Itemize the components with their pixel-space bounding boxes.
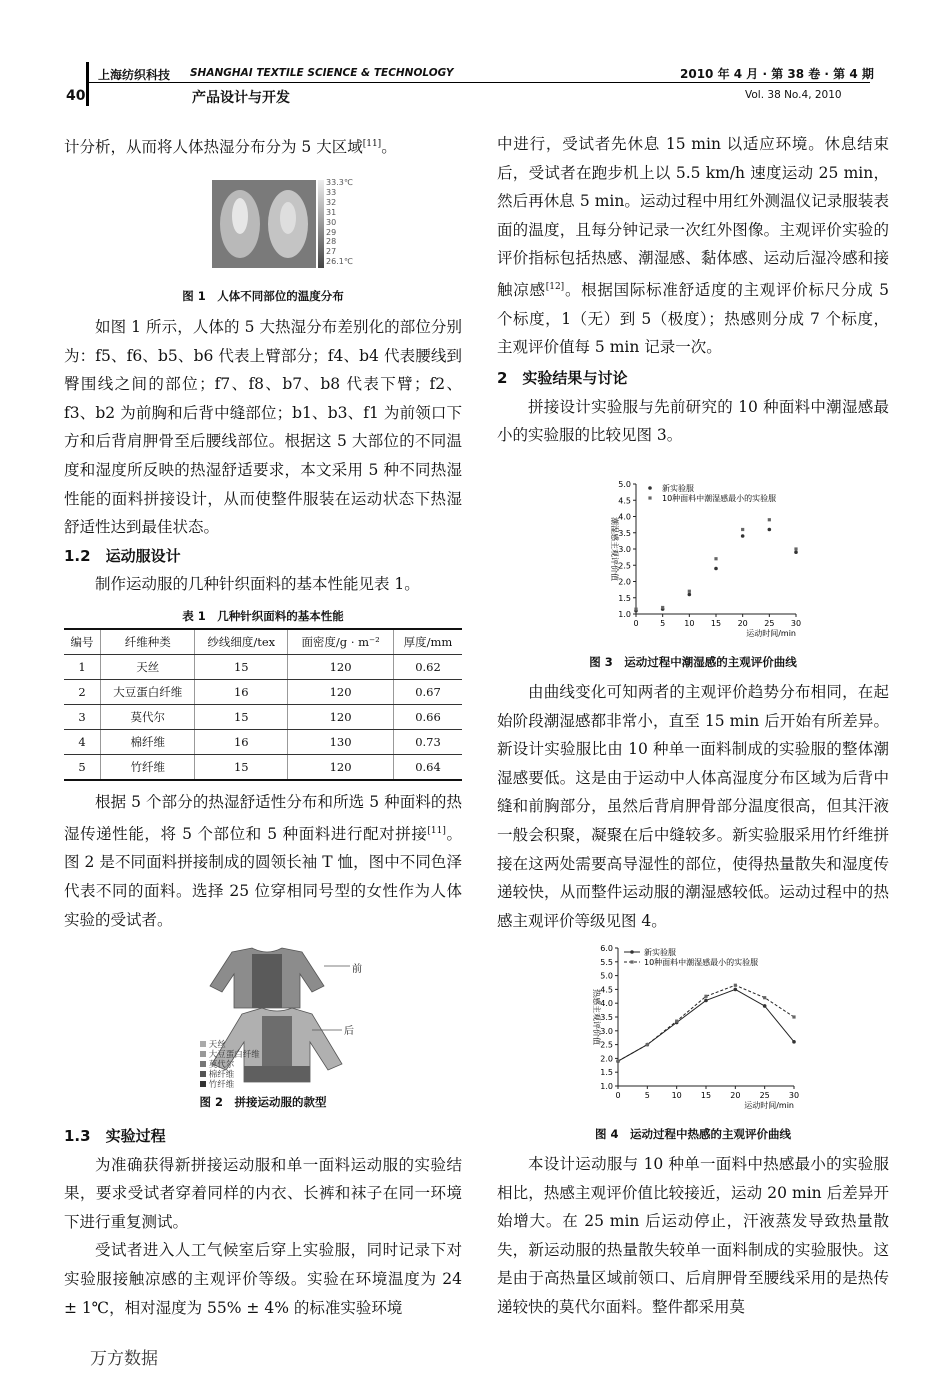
cell: 莫代尔 [101, 705, 195, 730]
th-count: 纱线细度/tex [195, 629, 288, 655]
figure-1-scale [326, 178, 366, 267]
cell: 棉纤维 [101, 730, 195, 755]
figure-4-chart [570, 942, 820, 1118]
data-point [794, 550, 798, 554]
x-tick-label: 15 [700, 1091, 712, 1100]
cell: 120 [288, 755, 394, 781]
figure-2-legend [200, 1040, 260, 1090]
left-col-top [64, 130, 462, 162]
data-point [741, 534, 745, 538]
cell: 4 [64, 730, 101, 755]
cell: 竹纤维 [101, 755, 195, 781]
cell: 0.64 [394, 755, 463, 781]
data-point [792, 1015, 795, 1018]
th-id: 编号 [64, 629, 101, 655]
data-point [741, 528, 744, 531]
x-tick-label: 10 [684, 619, 695, 628]
scale-label: 30 [326, 217, 337, 227]
data-point [714, 557, 717, 560]
cell: 16 [195, 680, 288, 705]
watermark: 万方数据 [90, 1349, 158, 1369]
y-tick-label: 4.0 [600, 999, 613, 1009]
cell: 天丝 [101, 655, 195, 680]
cell: 15 [195, 705, 288, 730]
x-tick-label: 25 [759, 1091, 770, 1100]
x-tick-label: 30 [788, 1091, 800, 1100]
x-tick-label: 0 [633, 619, 639, 628]
paragraph: 计分析，从而将人体热湿分布分为 5 大区域[11]。 [64, 138, 397, 157]
data-point [704, 999, 708, 1003]
thermal-image [212, 176, 342, 272]
figure-1-thermal [212, 176, 342, 272]
x-tick-label: 20 [730, 1091, 741, 1100]
x-tick-label: 5 [644, 1091, 650, 1100]
data-point [768, 528, 772, 532]
figure-4-caption: 图 4 运动过程中热感的主观评价曲线 [594, 1127, 791, 1141]
figure-3-chart [590, 478, 820, 640]
y-tick-label: 3.0 [600, 1026, 613, 1036]
left-col-body-1 [64, 313, 462, 599]
volume-en: Vol. 38 No.4, 2010 [745, 89, 842, 101]
cell: 1 [64, 655, 101, 680]
legend-label: 10种面料中潮湿感最小的实验服 [644, 958, 759, 967]
x-tick-label: 10 [671, 1091, 682, 1100]
table-header-row [64, 629, 462, 655]
table-row [64, 680, 462, 705]
y-tick-label: 2.0 [600, 1054, 613, 1064]
table-row [64, 755, 462, 781]
paragraph: 本设计运动服与 10 种单一面料中热感最小的实验服相比，热感主观评价值比较接近，运动 20 min 后差异开始增大。在 25 min 后运动停止，汗液蒸发导致热量散失，新运动服的热量散失较单一面料制成的实验服快。这是由于高热量区域前领口、后肩胛骨至腰线采用的是热传递较快的莫代尔面料。整件都采用莫 [497, 1155, 889, 1316]
cell: 120 [288, 655, 394, 680]
paragraph: 根据 5 个部分的热湿舒适性分布和所选 5 种面料的热湿传递性能，将 5 个部位和 5 种面料进行配对拼接[11]。图 2 是不同面料拼接制成的圆领长袖 T 恤，图中不同色泽代表不同的面料。选择 25 位穿相同号型的女性作为人体实验的受试者。 [64, 793, 462, 929]
cell: 3 [64, 705, 101, 730]
cell: 0.62 [394, 655, 463, 680]
data-point [646, 1043, 649, 1046]
table-row [64, 655, 462, 680]
scale-label: 27 [326, 247, 337, 257]
cell: 0.66 [394, 705, 463, 730]
legend-item: 天丝 [200, 1040, 260, 1050]
scale-label: 26.1℃ [326, 257, 353, 267]
paragraph: 拼接设计实验服与先前研究的 10 种面料中潮湿感最小的实验服的比较见图 3。 [497, 397, 889, 445]
paragraph: 由曲线变化可知两者的主观评价趋势分布相同，在起始阶段潮湿感都非常小，直至 15 min 后开始有所差异。新设计实验服比由 10 种单一面料制成的实验服的整体潮湿感要低。这是由于运动中人体高湿度分布区域为后背中缝和前胸部分，虽然后背肩胛骨部分温度很高，但其汗液一般会积聚，凝聚在后中缝较多。新实验服采用竹纤维拼接在这两处需要高导湿性的部位，使得热量散失和湿度传递较快，从而整件运动服的潮湿感较低。运动过程中的热感主观评价等级见图 4。 [497, 683, 889, 930]
y-tick-label: 2.0 [618, 577, 631, 587]
paragraph: 受试者进入人工气候室后穿上实验服，同时记录下对实验服接触凉感的主观评价等级。实验在环境温度为 24 ± 1℃，相对湿度为 55% ± 4% 的标准实验环境 [64, 1241, 462, 1317]
y-axis-label: 热感主观评价值 [592, 989, 601, 1045]
right-col-top [497, 130, 889, 450]
data-point [794, 547, 797, 550]
y-tick-label: 3.0 [618, 545, 631, 554]
data-point [734, 988, 738, 992]
x-axis-label: 运动时间/min [746, 629, 796, 638]
data-point [714, 567, 718, 571]
y-tick-label: 4.5 [618, 496, 631, 506]
issue-info: 2010 年 4 月 · 第 38 卷 · 第 4 期 [680, 67, 874, 81]
x-tick-label: 0 [615, 1091, 621, 1100]
legend-marker [630, 950, 634, 954]
th-density: 面密度/g · m⁻² [288, 629, 394, 655]
y-tick-label: 5.0 [600, 971, 613, 981]
left-col-body-2 [64, 788, 462, 934]
data-point [768, 518, 771, 521]
fig2-label-back: 后 [344, 1026, 354, 1037]
x-tick-label: 25 [764, 619, 775, 628]
header-rule-top [86, 82, 870, 83]
x-axis-label: 运动时间/min [744, 1101, 794, 1110]
x-tick-label: 5 [660, 619, 666, 628]
scale-label: 31 [326, 207, 337, 217]
journal-name-cn: 上海纺织科技 [98, 68, 171, 82]
paragraph: 如图 1 所示，人体的 5 大热湿分布差别化的部位分别为：f5、f6、b5、b6 代表上臂部分；f4、b4 代表腰线到臀围线之间的部位；f7、f8、b7、b8 代表下臂；f2、f3、b2 为前胸和后背中缝部位；b1、b3、f1 为前领口下方和后背肩胛骨至后腰线部位。根据这 5 大部位的不同温度和湿度所反映的热湿舒适要求，本文采用 5 种不同热湿性能的面料拼接设计，从而使整件服装在运动状态下热湿舒适性达到最佳状态。 [64, 318, 462, 537]
header-left-bar [86, 62, 89, 106]
data-point [688, 593, 692, 597]
y-tick-label: 6.0 [600, 944, 613, 953]
y-tick-label: 3.5 [618, 528, 631, 538]
cell: 130 [288, 730, 394, 755]
scale-label: 28 [326, 237, 337, 247]
legend-marker [630, 960, 633, 963]
y-tick-label: 4.5 [600, 985, 613, 995]
fig2-label-front: 前 [352, 964, 362, 975]
cell: 0.73 [394, 730, 463, 755]
data-point [634, 608, 637, 611]
paragraph: 中进行，受试者先休息 15 min 以适应环境。休息结束后，受试者在跑步机上以 5.5 km/h 速度运动 25 min，然后再休息 5 min。运动过程中用红外测温仪记录服装表面的温度，且每分钟记录一次红外图像。主观评价实验的评价指标包括热感、潮湿感、黏体感、运动后湿冷感和接触凉感[12]。根据国际标准舒适度的主观评价标尺分成 5 个标度，1（无）到 5（极度）；热感则分成 7 个标度，主观评价值每 5 min 记录一次。 [497, 135, 889, 357]
y-tick-label: 2.5 [600, 1040, 613, 1050]
legend-item: 棉纤维 [200, 1070, 260, 1080]
legend-item: 竹纤维 [200, 1080, 260, 1090]
data-point [763, 996, 766, 999]
left-col-body-3 [64, 1122, 462, 1322]
table-1 [64, 628, 462, 781]
data-point [675, 1020, 678, 1023]
paragraph: 为准确获得新拼接运动服和单一面料运动服的实验结果，要求受试者穿着同样的内衣、长裤和袜子在同一环境下进行重复测试。 [64, 1155, 462, 1231]
right-col-body-2 [497, 1150, 889, 1322]
x-tick-label: 15 [710, 619, 722, 628]
th-fiber: 纤维种类 [101, 629, 195, 655]
heading-1-2: 1.2 运动服设计 [64, 546, 181, 565]
table-1-title: 表 1 几种针织面料的基本性能 [182, 609, 344, 623]
y-tick-label: 3.5 [600, 1013, 613, 1022]
legend-label: 新实验服 [644, 948, 676, 957]
cell: 120 [288, 705, 394, 730]
legend-marker [648, 496, 651, 499]
legend-item: 大豆蛋白纤维 [200, 1050, 260, 1060]
scale-label: 33 [326, 187, 337, 197]
table-row [64, 705, 462, 730]
data-point [734, 984, 737, 987]
legend-marker [648, 486, 652, 490]
cell: 大豆蛋白纤维 [101, 680, 195, 705]
scale-label: 33.3℃ [326, 178, 353, 187]
y-tick-label: 5.5 [600, 957, 613, 967]
page-number: 40 [66, 88, 86, 104]
scale-label: 32 [326, 197, 337, 207]
cell: 2 [64, 680, 101, 705]
th-thickness: 厚度/mm [394, 629, 463, 655]
data-point [792, 1040, 796, 1044]
cell: 0.67 [394, 680, 463, 705]
y-tick-label: 1.0 [618, 610, 631, 619]
x-tick-label: 20 [737, 619, 748, 628]
x-tick-label: 30 [790, 619, 802, 628]
data-point [661, 606, 664, 609]
cell: 15 [195, 755, 288, 781]
legend-item: 莫代尔 [200, 1060, 260, 1070]
y-tick-label: 1.5 [600, 1068, 613, 1078]
data-point [616, 1060, 619, 1063]
cell: 16 [195, 730, 288, 755]
data-point [704, 995, 707, 998]
journal-name-en: SHANGHAI TEXTILE SCIENCE & TECHNOLOGY [190, 67, 454, 79]
y-tick-label: 1.5 [618, 593, 631, 603]
legend-label: 10种面料中潮湿感最小的实验服 [662, 494, 777, 503]
cell: 120 [288, 680, 394, 705]
cell: 15 [195, 655, 288, 680]
y-tick-label: 2.5 [618, 561, 631, 571]
y-axis-label: 潮湿感主观评价值 [610, 517, 619, 581]
section-title: 产品设计与开发 [192, 90, 290, 106]
scale-label: 29 [326, 227, 337, 237]
cell: 5 [64, 755, 101, 781]
figure-2-caption: 图 2 拼接运动服的款型 [199, 1095, 327, 1109]
paragraph: 制作运动服的几种针织面料的基本性能见表 1。 [95, 575, 420, 594]
table-row [64, 730, 462, 755]
data-point [688, 590, 691, 593]
legend-label: 新实验服 [662, 484, 694, 493]
heading-1-3: 1.3 实验过程 [64, 1127, 166, 1145]
heading-2: 2 实验结果与讨论 [497, 368, 628, 387]
y-tick-label: 1.0 [600, 1082, 613, 1091]
figure-3-caption: 图 3 运动过程中潮湿感的主观评价曲线 [589, 655, 797, 669]
data-point [763, 1004, 767, 1008]
right-col-body-1 [497, 678, 889, 935]
y-tick-label: 5.0 [618, 480, 631, 489]
figure-1-caption: 图 1 人体不同部位的温度分布 [182, 289, 344, 303]
y-tick-label: 4.0 [618, 512, 631, 522]
